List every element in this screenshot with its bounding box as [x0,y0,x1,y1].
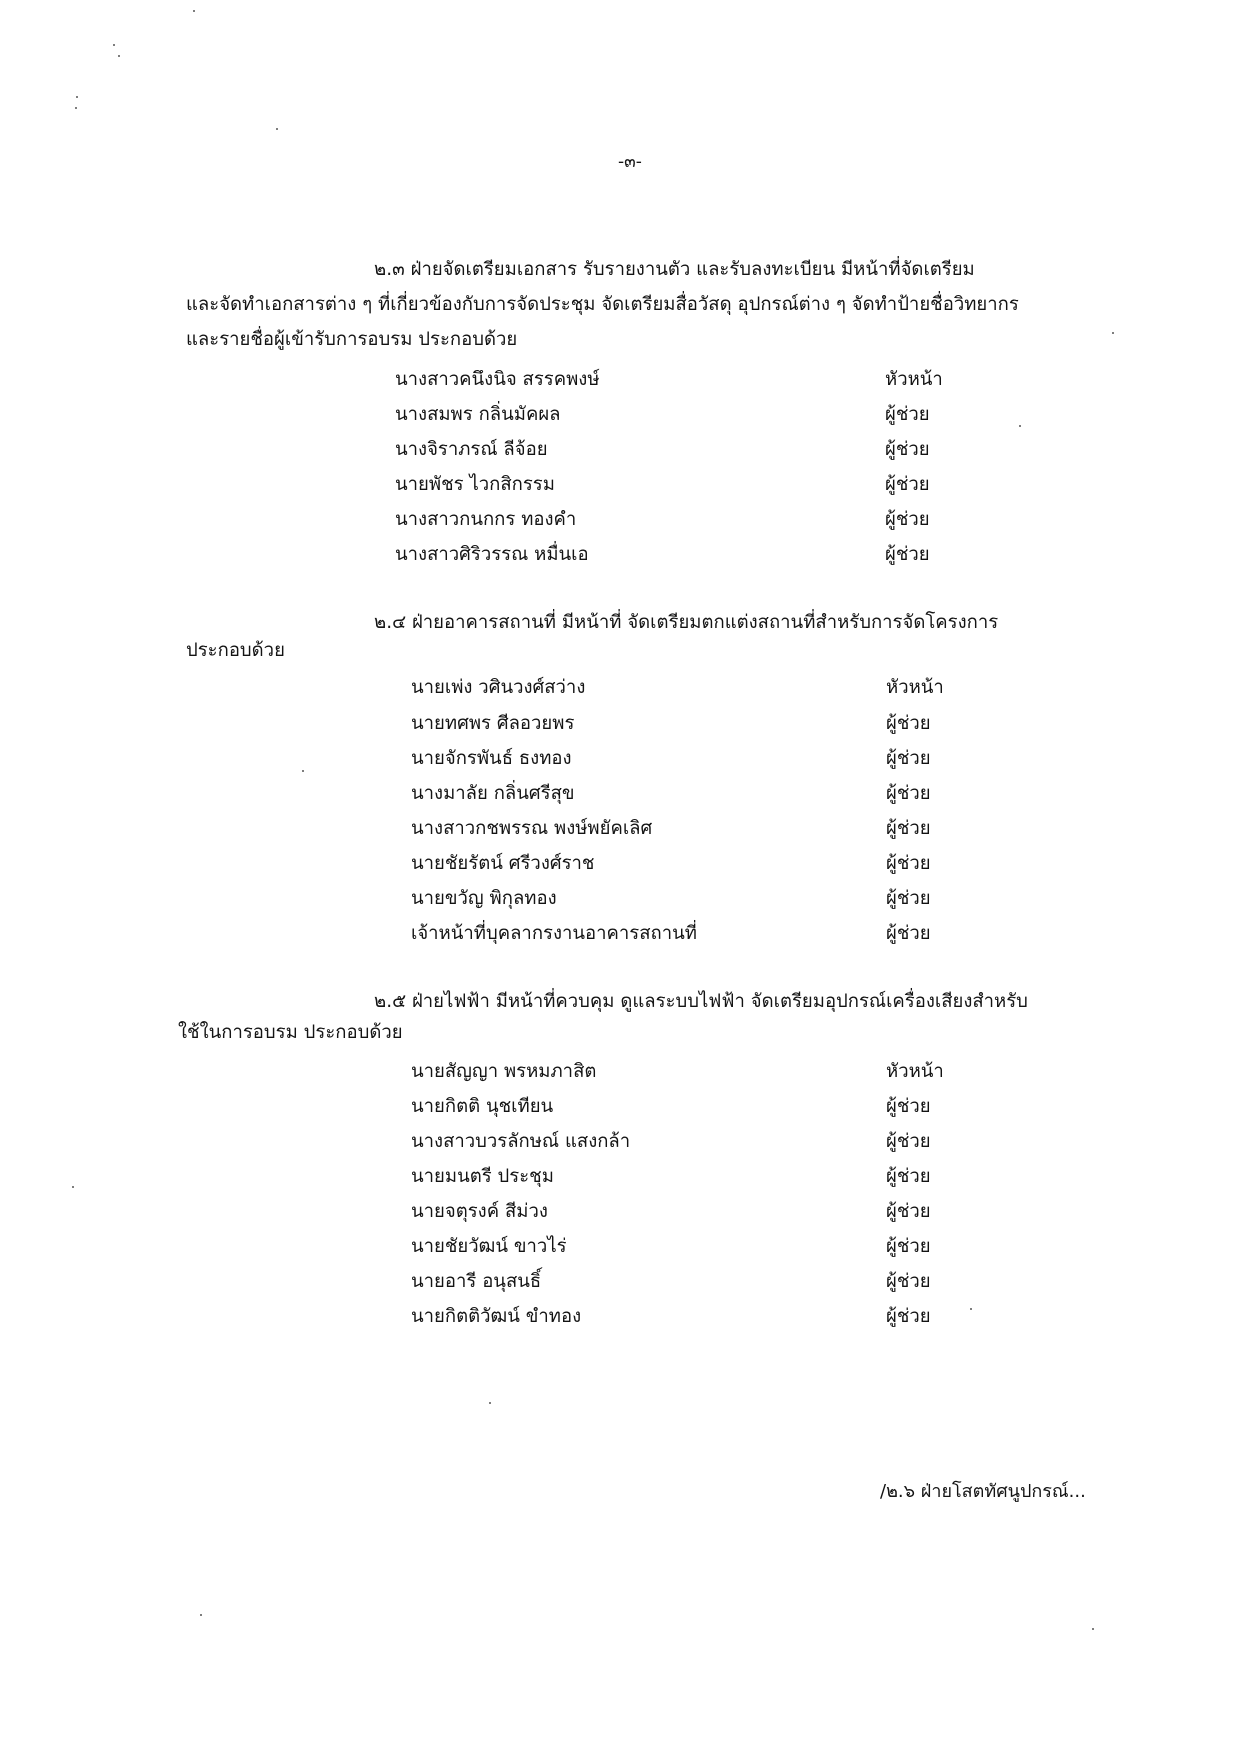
section-2-5-line-2: ใช้ในการอบรม ประกอบด้วย [178,1022,403,1043]
section-2-3-line-3: และรายชื่อผู้เข้ารับการอบรม ประกอบด้วย [186,329,518,350]
member-role: หัวหน้า [885,369,943,390]
member-name: นายจักรพันธ์ ธงทอง [411,748,572,769]
scan-speck [113,44,115,46]
member-role: หัวหน้า [886,677,944,698]
member-name: นางจิราภรณ์ ลีจ้อย [395,439,548,460]
section-2-4-line-1: ๒.๔ ฝ่ายอาคารสถานที่ มีหน้าที่ จัดเตรียมตกแต่งสถานที่สำหรับการจัดโครงการ [374,612,999,633]
member-role: หัวหน้า [886,1061,944,1082]
member-name: นายพัชร ไวกสิกรรม [395,474,555,495]
member-role: ผู้ช่วย [886,1166,931,1187]
member-role: ผู้ช่วย [885,404,930,425]
scan-speck [1112,332,1114,334]
member-name: นายกิตติ นุชเทียน [411,1096,554,1117]
scan-speck [200,1614,202,1616]
member-role: ผู้ช่วย [886,713,931,734]
member-role: ผู้ช่วย [886,888,931,909]
scan-speck [193,10,195,12]
member-role: ผู้ช่วย [886,923,931,944]
member-name: นางสาวบวรลักษณ์ แสงกล้า [411,1131,631,1152]
member-name: นางสาวคนึงนิจ สรรคพงษ์ [395,369,600,390]
member-name: นางสาวกชพรรณ พงษ์พยัคเลิศ [411,818,653,839]
section-2-5-line-1: ๒.๕ ฝ่ายไฟฟ้า มีหน้าที่ควบคุม ดูแลระบบไฟฟ้า จัดเตรียมอุปกรณ์เครื่องเสียงสำหรับ [374,991,1028,1012]
scan-speck [1019,425,1021,427]
member-role: ผู้ช่วย [886,1201,931,1222]
scan-speck [302,770,304,772]
member-role: ผู้ช่วย [886,1131,931,1152]
member-name: เจ้าหน้าที่บุคลากรงานอาคารสถานที่ [411,923,697,944]
scan-speck [72,1186,74,1188]
scan-speck [118,55,120,57]
member-role: ผู้ช่วย [886,783,931,804]
member-role: ผู้ช่วย [885,474,930,495]
member-name: นายเพ่ง วศินวงศ์สว่าง [411,677,586,698]
member-role: ผู้ช่วย [886,1236,931,1257]
member-role: ผู้ช่วย [886,1271,931,1292]
member-name: นายทศพร ศีลอวยพร [411,713,575,734]
member-name: นายมนตรี ประชุม [411,1166,554,1187]
member-name: นายสัญญา พรหมภาสิต [411,1061,597,1082]
scan-speck [970,1308,972,1310]
member-role: ผู้ช่วย [886,1306,931,1327]
member-name: นายชัยรัตน์ ศรีวงศ์ราช [411,853,595,874]
member-role: ผู้ช่วย [886,818,931,839]
member-role: ผู้ช่วย [885,544,930,565]
member-name: นายขวัญ พิกุลทอง [411,888,557,909]
section-2-3-line-1: ๒.๓ ฝ่ายจัดเตรียมเอกสาร รับรายงานตัว และรับลงทะเบียน มีหน้าที่จัดเตรียม [374,259,975,280]
scan-speck [75,107,77,109]
member-role: ผู้ช่วย [886,748,931,769]
page-number: -๓- [618,152,642,172]
scan-speck [1092,1628,1094,1630]
scan-speck [276,128,278,130]
member-name: นายชัยวัฒน์ ขาวไร่ [411,1236,567,1257]
member-role: ผู้ช่วย [885,509,930,530]
member-name: นายจตุรงค์ สีม่วง [411,1201,548,1222]
member-role: ผู้ช่วย [885,439,930,460]
member-name: นายอารี อนุสนธิ์ [411,1271,542,1292]
continuation-reference: /๒.๖ ฝ่ายโสตทัศนูปกรณ์... [880,1481,1086,1502]
member-name: นางมาลัย กลิ่นศรีสุข [411,783,575,804]
member-name: นายกิตติวัฒน์ ขำทอง [411,1306,582,1327]
section-2-4-line-2: ประกอบด้วย [186,640,285,661]
member-role: ผู้ช่วย [886,853,931,874]
member-role: ผู้ช่วย [886,1096,931,1117]
section-2-3-line-2: และจัดทำเอกสารต่าง ๆ ที่เกี่ยวข้องกับการจัดประชุม จัดเตรียมสื่อวัสดุ อุปกรณ์ต่าง ๆ จัดทำป้ายชื่อวิทยากร [186,294,1019,315]
member-name: นางสมพร กลิ่นมัคผล [395,404,561,425]
member-name: นางสาวกนกกร ทองคำ [395,509,577,530]
scan-speck [489,1402,491,1404]
scan-speck [76,96,78,98]
member-name: นางสาวศิริวรรณ หมื่นเอ [395,544,589,565]
